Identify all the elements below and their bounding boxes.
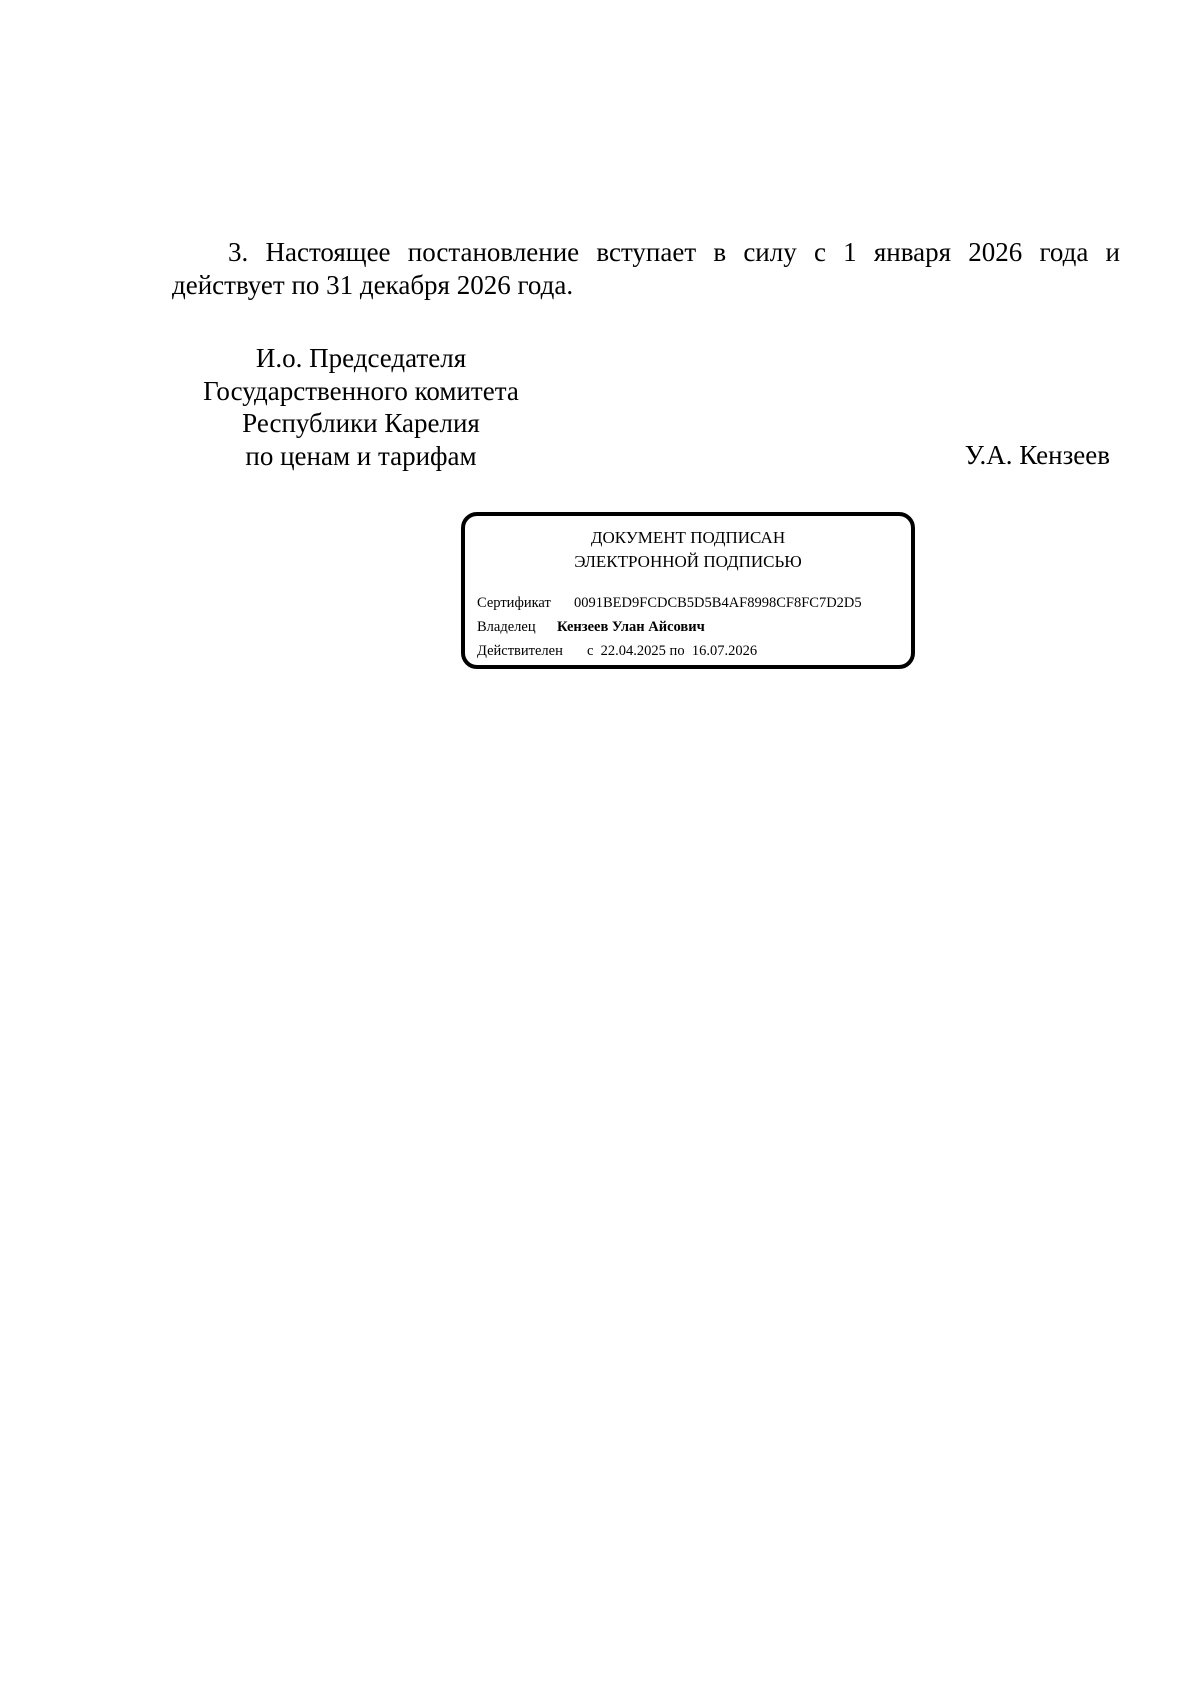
owner-label: Владелец <box>477 619 536 635</box>
stamp-certificate-row <box>477 594 862 612</box>
validity-label: Действителен <box>477 643 563 659</box>
position-line: Республики Карелия <box>242 408 480 438</box>
position-line: Государственного комитета <box>203 375 519 406</box>
signatory-position <box>170 342 552 472</box>
stamp-heading-line: ЭЛЕКТРОННОЙ ПОДПИСЬЮ <box>574 552 802 571</box>
stamp-validity-row <box>477 642 757 660</box>
signer-name: У.А. Кензеев <box>964 440 1110 470</box>
stamp-heading-line: ДОКУМЕНТ ПОДПИСАН <box>590 528 786 547</box>
validity-value: с 22.04.2025 по 16.07.2026 <box>587 643 758 659</box>
owner-value: Кензеев Улан Айсович <box>557 619 705 635</box>
stamp-heading <box>465 526 911 574</box>
certificate-value: 0091BED9FCDCB5D5B4AF8998CF8FC7D2D5 <box>574 595 862 611</box>
body-paragraph: 3. Настоящее постановление вступает в силу с 1 января 2026 года и действует по 31 декабря 2026 года. <box>172 237 1120 300</box>
position-line: И.о. Председателя <box>255 343 467 373</box>
certificate-label: Сертификат <box>477 595 551 611</box>
stamp-owner-row <box>477 618 705 636</box>
electronic-signature-stamp <box>461 512 915 669</box>
position-line: по ценам и тарифам <box>245 440 477 471</box>
